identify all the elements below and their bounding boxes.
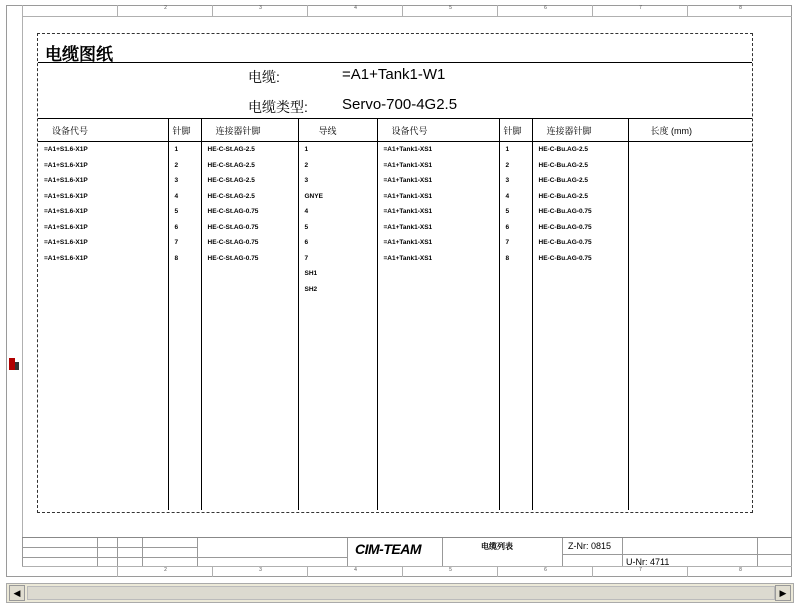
connector-b-cell: HE-C-Bu.AG-0.75 (538, 239, 592, 246)
tb-divider (347, 538, 348, 567)
bottom-ruler (22, 566, 792, 577)
cable-type-value: Servo-700-4G2.5 (342, 96, 458, 113)
device-b-cell: =A1+Tank1-XS1 (383, 254, 433, 262)
drawing-title: 电缆图纸 (45, 45, 113, 64)
tb-divider (442, 538, 443, 567)
device-b-cell: =A1+Tank1-XS1 (383, 161, 433, 169)
pin-a-cell: 3 (174, 177, 179, 184)
connector-a-cell: HE-C-St.AG-2.5 (207, 146, 255, 153)
eplan-logo-icon (8, 356, 20, 372)
cable-type-label: 电缆类型: (248, 99, 308, 115)
tb-divider (622, 538, 623, 567)
device-b-cell: =A1+Tank1-XS1 (383, 208, 433, 215)
connector-a-cell: HE-C-St.AG-2.5 (207, 161, 255, 169)
sheet-title: 电缆列表 (481, 542, 513, 551)
pin-b-cell: 5 (505, 208, 510, 215)
tb-hline (22, 547, 197, 548)
header-connector-b: 连接器针脚 (532, 119, 628, 142)
connector-a-cell: HE-C-St.AG-0.75 (207, 239, 259, 246)
pin-b-cell: 2 (505, 161, 510, 169)
header-pin-a: 针脚 (168, 119, 201, 142)
tb-hline (197, 557, 347, 558)
cable-value: =A1+Tank1-W1 (342, 66, 446, 83)
scroll-right-button[interactable]: ▶ (775, 585, 791, 601)
pin-b-cell: 4 (505, 192, 510, 200)
top-ruler (22, 5, 792, 17)
header-connector-a: 连接器针脚 (201, 119, 298, 142)
tb-divider (22, 538, 23, 567)
tb-divider (757, 538, 758, 567)
wire-cell: SH1 (304, 270, 318, 277)
connector-a-cell: HE-C-St.AG-2.5 (207, 177, 255, 184)
connector-b-cell: HE-C-Bu.AG-0.75 (538, 254, 592, 262)
device-a-cell: =A1+S1.6-X1P (44, 146, 88, 153)
header-device-b: 设备代号 (377, 119, 499, 142)
connector-a-cell: HE-C-St.AG-0.75 (207, 254, 259, 262)
connector-a-cell: HE-C-St.AG-0.75 (207, 223, 259, 231)
column-wire (298, 142, 377, 511)
cable-label: 电缆: (248, 69, 280, 85)
scroll-left-button[interactable]: ◀ (9, 585, 25, 601)
wire-cell: 5 (304, 223, 309, 231)
wire-cell: GNYE (304, 192, 323, 200)
cim-team-logo (355, 541, 427, 561)
ruler-cell: 2 (117, 567, 213, 577)
ruler-cell: 3 (212, 5, 308, 16)
wire-cell: SH2 (304, 285, 318, 293)
pin-a-cell: 5 (174, 208, 179, 215)
wire-cell: 2 (304, 161, 309, 169)
column-pin-a (168, 142, 201, 511)
z-number: Z-Nr: 0815 (568, 541, 612, 551)
column-pin-b (499, 142, 532, 511)
ruler-cell: 3 (212, 567, 308, 577)
horizontal-scrollbar[interactable] (6, 583, 794, 603)
cim-team-logo-text: CIM-TEAM (355, 541, 421, 557)
tb-divider (197, 538, 198, 567)
device-a-cell: =A1+S1.6-X1P (44, 223, 88, 231)
ruler-cell: 2 (117, 5, 213, 16)
device-a-cell: =A1+S1.6-X1P (44, 192, 88, 200)
pin-b-cell: 6 (505, 223, 510, 231)
pin-b-cell: 1 (505, 146, 510, 153)
column-connector-a (201, 142, 298, 511)
device-b-cell: =A1+Tank1-XS1 (383, 192, 433, 200)
header-length: 长度 (mm) (628, 119, 752, 142)
device-b-cell: =A1+Tank1-XS1 (383, 223, 433, 231)
device-b-cell: =A1+Tank1-XS1 (383, 239, 433, 246)
device-a-cell: =A1+S1.6-X1P (44, 208, 88, 215)
ruler-cell: 5 (402, 567, 498, 577)
pin-a-cell: 1 (174, 146, 179, 153)
tb-divider (562, 538, 563, 567)
tb-divider (97, 538, 98, 567)
connector-b-cell: HE-C-Bu.AG-2.5 (538, 177, 588, 184)
wire-cell: 1 (304, 146, 309, 153)
device-a-cell: =A1+S1.6-X1P (44, 177, 88, 184)
u-number: U-Nr: 4711 (626, 557, 670, 567)
column-device-b (377, 142, 499, 511)
tb-divider (117, 538, 118, 567)
pin-a-cell: 7 (174, 239, 179, 246)
ruler-cell: 8 (687, 5, 793, 16)
device-b-cell: =A1+Tank1-XS1 (383, 177, 433, 184)
ruler-cell: 6 (497, 5, 593, 16)
left-info-strip (6, 16, 23, 566)
connector-b-cell: HE-C-Bu.AG-0.75 (538, 208, 592, 215)
pin-b-cell: 8 (505, 254, 510, 262)
pin-a-cell: 8 (174, 254, 179, 262)
wire-cell: 7 (304, 254, 309, 262)
pin-b-cell: 3 (505, 177, 510, 184)
ruler-cell: 8 (687, 567, 793, 577)
column-length (628, 142, 752, 511)
pin-b-cell: 7 (505, 239, 510, 246)
scroll-track[interactable] (27, 586, 775, 600)
ruler-cell: 7 (592, 5, 688, 16)
connector-b-cell: HE-C-Bu.AG-2.5 (538, 192, 588, 200)
wire-cell: 6 (304, 239, 309, 246)
ruler-cell: 4 (307, 567, 403, 577)
ruler-cell: 6 (497, 567, 593, 577)
wire-cell: 3 (304, 177, 309, 184)
column-connector-b (532, 142, 628, 511)
ruler-cell: 4 (307, 5, 403, 16)
pin-a-cell: 2 (174, 161, 179, 169)
tb-hline (562, 554, 792, 555)
header-pin-b: 针脚 (499, 119, 532, 142)
device-a-cell: =A1+S1.6-X1P (44, 254, 88, 262)
connector-a-cell: HE-C-St.AG-2.5 (207, 192, 255, 200)
ruler-cell: 5 (402, 5, 498, 16)
connector-b-cell: HE-C-Bu.AG-0.75 (538, 223, 592, 231)
device-a-cell: =A1+S1.6-X1P (44, 239, 88, 246)
tb-hline (22, 557, 197, 558)
column-device-a (38, 142, 168, 511)
pin-a-cell: 4 (174, 192, 179, 200)
connector-b-cell: HE-C-Bu.AG-2.5 (538, 161, 588, 169)
device-b-cell: =A1+Tank1-XS1 (383, 146, 433, 153)
wire-cell: 4 (304, 208, 309, 215)
cable-table (38, 118, 752, 510)
connector-b-cell: HE-C-Bu.AG-2.5 (538, 146, 588, 153)
header-wire: 导线 (298, 119, 377, 142)
ruler-cell: 7 (592, 567, 688, 577)
tb-divider (142, 538, 143, 567)
ruler-cell (22, 5, 118, 16)
connector-a-cell: HE-C-St.AG-0.75 (207, 208, 259, 215)
pin-a-cell: 6 (174, 223, 179, 231)
device-a-cell: =A1+S1.6-X1P (44, 161, 88, 169)
title-divider (38, 62, 752, 63)
header-device-a: 设备代号 (38, 119, 168, 142)
